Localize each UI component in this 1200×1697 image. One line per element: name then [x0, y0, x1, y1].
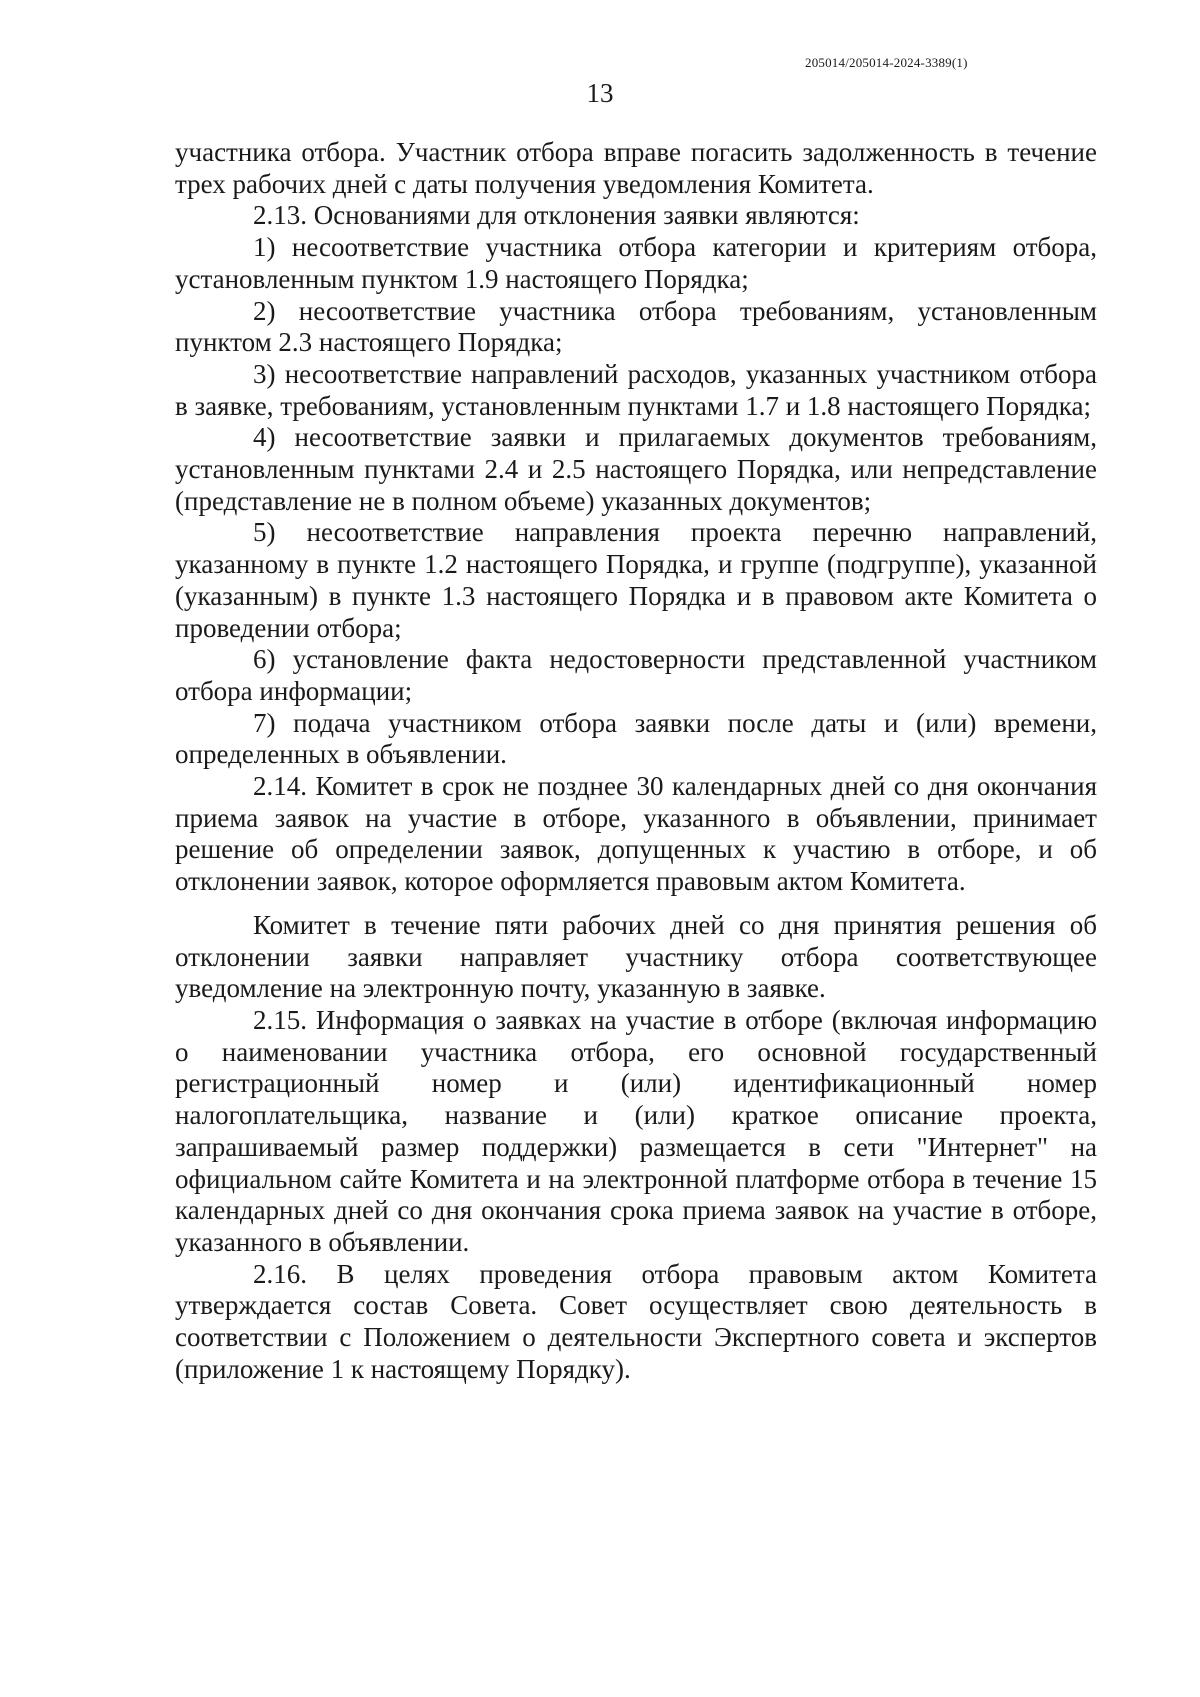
paragraph-2-16: 2.16. В целях проведения отбора правовым актом Комитета утверждается состав Совета. Совет осуществляет свою деятельность в соответствии с Положением о деятельности Экспертного совета и экспертов (приложение 1 к настоящему Порядку). — [175, 1258, 1097, 1384]
list-item-1: 1) несоответствие участника отбора категории и критериям отбора, установленным пунктом 1.9 настоящего Порядка; — [175, 232, 1097, 294]
paragraph-2-13: 2.13. Основаниями для отклонения заявки являются: — [253, 200, 860, 231]
list-item-7: 7) подача участником отбора заявки после даты и (или) времени, определенных в объявлении. — [175, 707, 1097, 770]
paragraph: участника отбора. Участник отбора вправе погасить задолженность в течение трех рабочих дней с даты получения уведомления Комитета. — [175, 137, 1097, 199]
list-item-3: 3) несоответствие направлений расходов, указанных участником отбора в заявке, требованиям, установленным пунктами 1.7 и 1.8 настоящего Порядка; — [175, 358, 1097, 421]
paragraph-2-14-notice: Комитет в течение пяти рабочих дней со дня принятия решения об отклонении заявки направляет участнику отбора соответствующее уведомление на электронную почту, указанную в заявке. — [175, 909, 1097, 1004]
list-item-4: 4) несоответствие заявки и прилагаемых документов требованиям, установленным пунктами 2.4 и 2.5 настоящего Порядка, или непредставление (представление не в полном объеме) указанных документов; — [175, 422, 1097, 516]
list-item-2: 2) несоответствие участника отбора требованиям, установленным пунктом 2.3 настоящего Порядка; — [175, 295, 1097, 358]
list-item-5: 5) несоответствие направления проекта перечню направлений, указанному в пункте 1.2 настоящего Порядка, и группе (подгруппе), указанной (указанным) в пункте 1.3 настоящего Порядка и в правовом акте Комитета о проведении отбора; — [175, 517, 1097, 643]
document-body — [175, 137, 1097, 1385]
paragraph-2-15: 2.15. Информация о заявках на участие в отборе (включая информацию о наименовании участника отбора, его основной государственный регистрационный номер и (или) идентификационный номер налогоплательщика, название и (или) краткое описание проекта, запрашиваемый размер поддержки) размещается в сети "Интернет" на официальном сайте Комитета и на электронной платформе отбора в течение 15 календарных дней со дня окончания срока приема заявок на участие в отборе, указанного в объявлении. — [175, 1004, 1097, 1257]
document-id: 205014/205014-2024-3389(1) — [805, 55, 968, 70]
paragraph-2-14: 2.14. Комитет в срок не позднее 30 календарных дней со дня окончания приема заявок на участие в отборе, указанного в объявлении, принимает решение об определении заявок, допущенных к участию в отборе, и об отклонении заявок, которое оформляется правовым актом Комитета. — [175, 771, 1097, 897]
page-number: 13 — [586, 78, 614, 108]
list-item-6: 6) установление факта недостоверности представленной участником отбора информации; — [175, 644, 1097, 706]
